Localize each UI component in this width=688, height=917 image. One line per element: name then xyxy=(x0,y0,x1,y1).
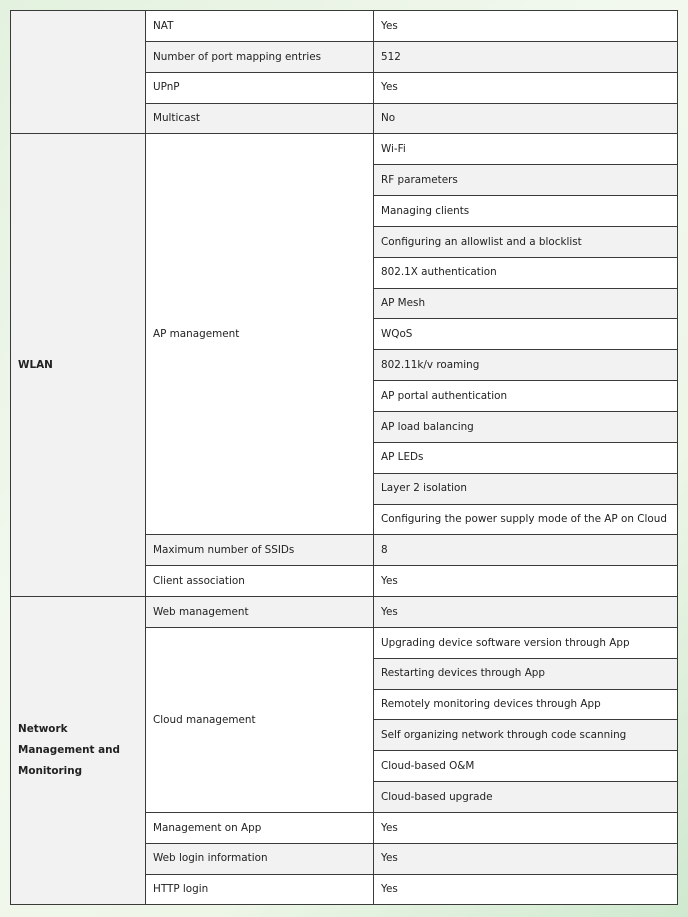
category-cell-empty xyxy=(11,11,146,134)
value-cell: Configuring an allowlist and a blocklist xyxy=(374,226,678,257)
value-cell: 512 xyxy=(374,41,678,72)
feature-cell: Maximum number of SSIDs xyxy=(146,535,374,566)
feature-cell: Number of port mapping entries xyxy=(146,41,374,72)
value-cell: RF parameters xyxy=(374,165,678,196)
value-cell: Yes xyxy=(374,597,678,628)
value-cell: AP portal authentication xyxy=(374,381,678,412)
table-row xyxy=(11,134,678,165)
table-row xyxy=(11,597,678,628)
value-cell: Layer 2 isolation xyxy=(374,473,678,504)
value-cell: No xyxy=(374,103,678,134)
value-cell: Wi-Fi xyxy=(374,134,678,165)
table-row xyxy=(11,11,678,42)
value-cell: Yes xyxy=(374,566,678,597)
value-cell: Configuring the power supply mode of the AP on Cloud xyxy=(374,504,678,535)
feature-cell: HTTP login xyxy=(146,874,374,905)
value-cell: Cloud-based O&M xyxy=(374,751,678,782)
value-cell: Yes xyxy=(374,72,678,103)
feature-cell: Web login information xyxy=(146,843,374,874)
feature-cell: NAT xyxy=(146,11,374,42)
spec-table xyxy=(10,10,678,905)
value-cell: Self organizing network through code scanning xyxy=(374,720,678,751)
value-cell: Managing clients xyxy=(374,196,678,227)
value-cell: 8 xyxy=(374,535,678,566)
value-cell: Yes xyxy=(374,874,678,905)
value-cell: 802.11k/v roaming xyxy=(374,350,678,381)
feature-cell: UPnP xyxy=(146,72,374,103)
value-cell: Restarting devices through App xyxy=(374,658,678,689)
feature-cell: Multicast xyxy=(146,103,374,134)
feature-cell: Client association xyxy=(146,566,374,597)
feature-cell-cloud-management: Cloud management xyxy=(146,627,374,812)
value-cell: Cloud-based upgrade xyxy=(374,782,678,813)
value-cell: WQoS xyxy=(374,319,678,350)
feature-cell-ap-management: AP management xyxy=(146,134,374,535)
category-cell-wlan: WLAN xyxy=(11,134,146,597)
value-cell: Yes xyxy=(374,812,678,843)
value-cell: AP Mesh xyxy=(374,288,678,319)
feature-cell: Web management xyxy=(146,597,374,628)
value-cell: Yes xyxy=(374,11,678,42)
value-cell: AP LEDs xyxy=(374,442,678,473)
value-cell: Remotely monitoring devices through App xyxy=(374,689,678,720)
feature-cell: Management on App xyxy=(146,812,374,843)
value-cell: Upgrading device software version through App xyxy=(374,627,678,658)
value-cell: Yes xyxy=(374,843,678,874)
value-cell: AP load balancing xyxy=(374,411,678,442)
value-cell: 802.1X authentication xyxy=(374,257,678,288)
category-cell-network-management: Network Management and Monitoring xyxy=(11,597,146,905)
